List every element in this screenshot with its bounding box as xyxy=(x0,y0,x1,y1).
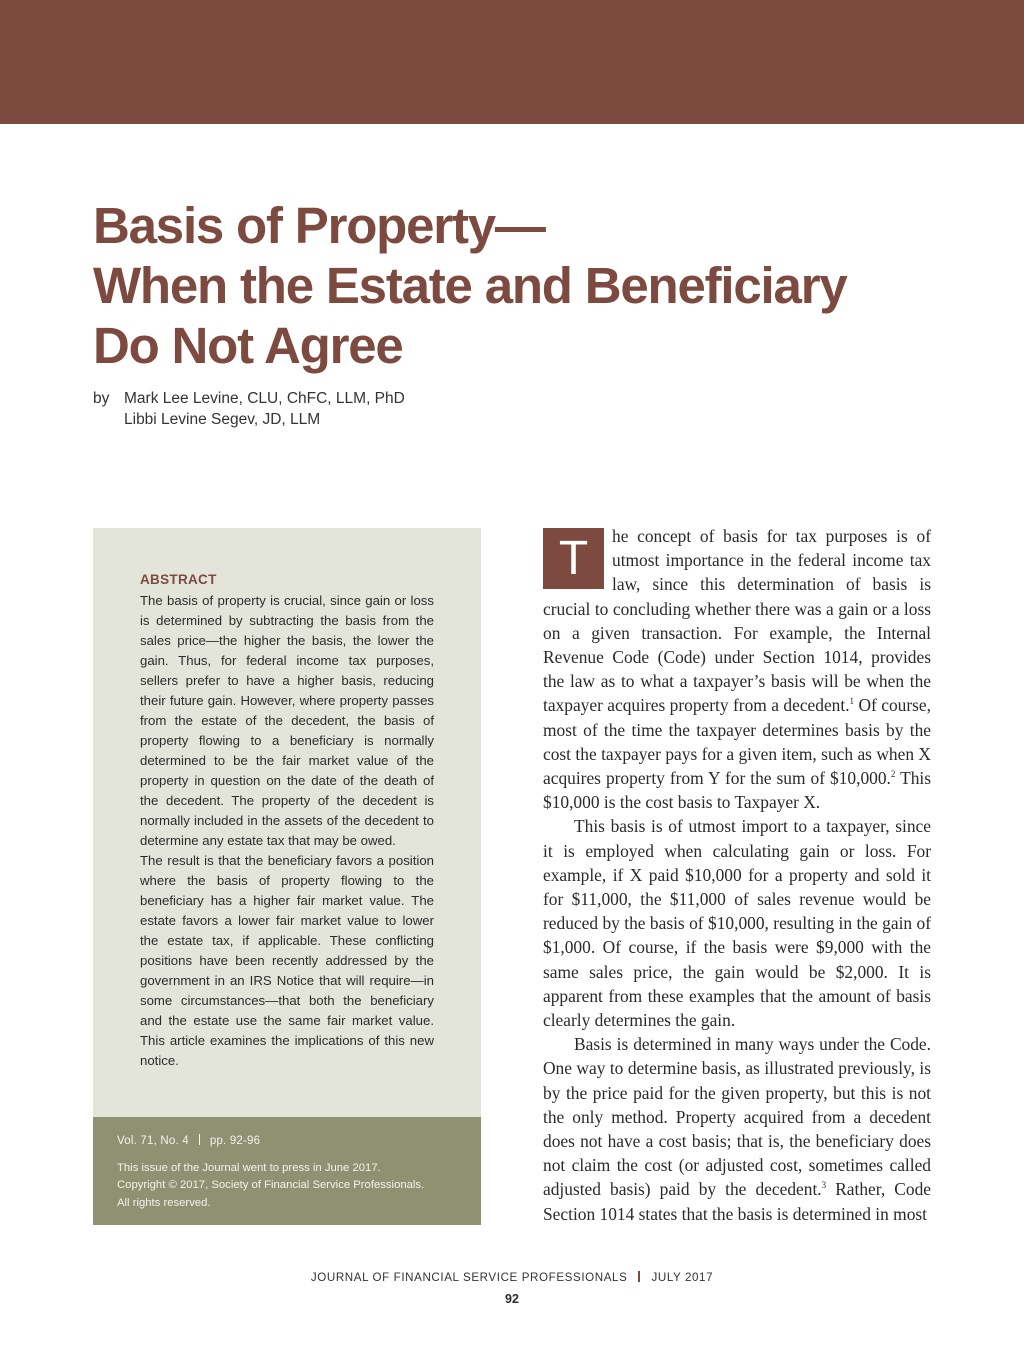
abstract-text xyxy=(140,591,434,1071)
drop-cap: T xyxy=(543,528,604,589)
footnote-ref: 3 xyxy=(821,1180,827,1191)
abstract-box xyxy=(93,528,481,1117)
author-name: Mark Lee Levine, CLU, ChFC, LLM, PhD xyxy=(124,390,405,407)
footnote-ref: 2 xyxy=(890,769,896,780)
author-name: Libbi Levine Segev, JD, LLM xyxy=(124,411,321,428)
divider xyxy=(638,1271,640,1282)
volume-number: Vol. 71, No. 4 xyxy=(117,1135,189,1147)
copyright-line: This issue of the Journal went to press in June 2017. xyxy=(117,1162,381,1174)
author-list xyxy=(124,388,405,430)
page-range: pp. 92-96 xyxy=(209,1135,261,1147)
body-text: Basis is determined in many ways under the Code. One way to determine basis, as illustrated previously, is by the price paid for the given property, but this is not the only method. Property acquired from a decedent does not have a cost basis; that is, the beneficiary does not claim the cost (or adjusted cost, sometimes called adjusted basis) paid by the decedent. xyxy=(543,1034,931,1200)
body-text: This $10,000 is the cost basis to Taxpayer X. xyxy=(543,768,932,813)
copyright-note xyxy=(117,1160,472,1212)
body-paragraph xyxy=(543,1032,931,1226)
title-line: When the Estate and Beneficiary xyxy=(93,257,847,314)
copyright-line: Copyright © 2017, Society of Financial Service Professionals. xyxy=(117,1179,425,1192)
abstract-heading: ABSTRACT xyxy=(140,572,217,587)
body-text: Rather, Code Section 1014 states that the basis is determined in most xyxy=(543,1179,931,1224)
body-text: he concept of basis for tax purposes is of utmost importance in the federal income tax law, since this determination of basis is crucial to concluding whether there was a gain or a loss on a given transaction. For example, the Internal Revenue Code (Code) under Section 1014, provides the law as to what a taxpayer’s basis will be when the taxpayer acquires property from a decedent. xyxy=(543,526,931,716)
article-body xyxy=(543,524,931,1226)
byline-by: by xyxy=(93,390,110,407)
footnote-ref: 1 xyxy=(849,696,855,707)
publication-info-box xyxy=(93,1117,481,1225)
divider xyxy=(199,1134,200,1145)
header-band xyxy=(0,0,1024,124)
body-text: Of course, most of the time the taxpayer determines basis by the cost the taxpayer pays for a given item, such as when X acquires property from Y for the sum of $10,000. xyxy=(543,695,931,789)
title-line: Basis of Property— xyxy=(93,197,545,254)
abstract-paragraph: The basis of property is crucial, since gain or loss is determined by subtracting the basis from the sales price—the higher the basis, the lower the gain. Thus, for federal income tax purposes, sellers prefer to have a higher basis, reducing their future gain. However, where property passes from the estate of the decedent, the basis of property flowing to a beneficiary is normally determined to be the fair market value of the property in question on the date of the death of the decedent. The property of the decedent is normally included in the assets of the decedent to determine any estate tax that may be owed. xyxy=(140,593,434,848)
body-paragraph: This basis is of utmost import to a taxpayer, since it is employed when calculating gain or loss. For example, if X paid $10,000 for a property and sold it for $11,000, the $11,000 of sales revenue would be reduced by the basis of $10,000, resulting in the gain of $1,000. Of course, if the basis were $9,000 with the same sales price, the gain would be $2,000. It is apparent from these examples that the amount of basis clearly determines the gain. xyxy=(543,816,931,1031)
issue-date: JULY 2017 xyxy=(651,1271,714,1284)
page-number: 92 xyxy=(505,1292,519,1306)
article-title xyxy=(93,196,953,376)
body-paragraph xyxy=(543,524,931,814)
abstract-paragraph: The result is that the beneficiary favors a position where the basis of property flowing to the beneficiary has a higher fair market value. The estate favors a lower fair market value to lower the estate tax, if applicable. These conflicting positions have been recently addressed by the government in an IRS Notice that will require—in some circumstances—that both the beneficiary and the estate use the same fair market value. This article examines the implications of this new notice. xyxy=(140,853,434,1068)
journal-name: JOURNAL OF FINANCIAL SERVICE PROFESSIONALS xyxy=(310,1271,628,1284)
title-line: Do Not Agree xyxy=(93,317,403,374)
page-footer xyxy=(0,1271,1024,1284)
volume-info xyxy=(117,1134,260,1147)
copyright-line: All rights reserved. xyxy=(117,1196,211,1209)
